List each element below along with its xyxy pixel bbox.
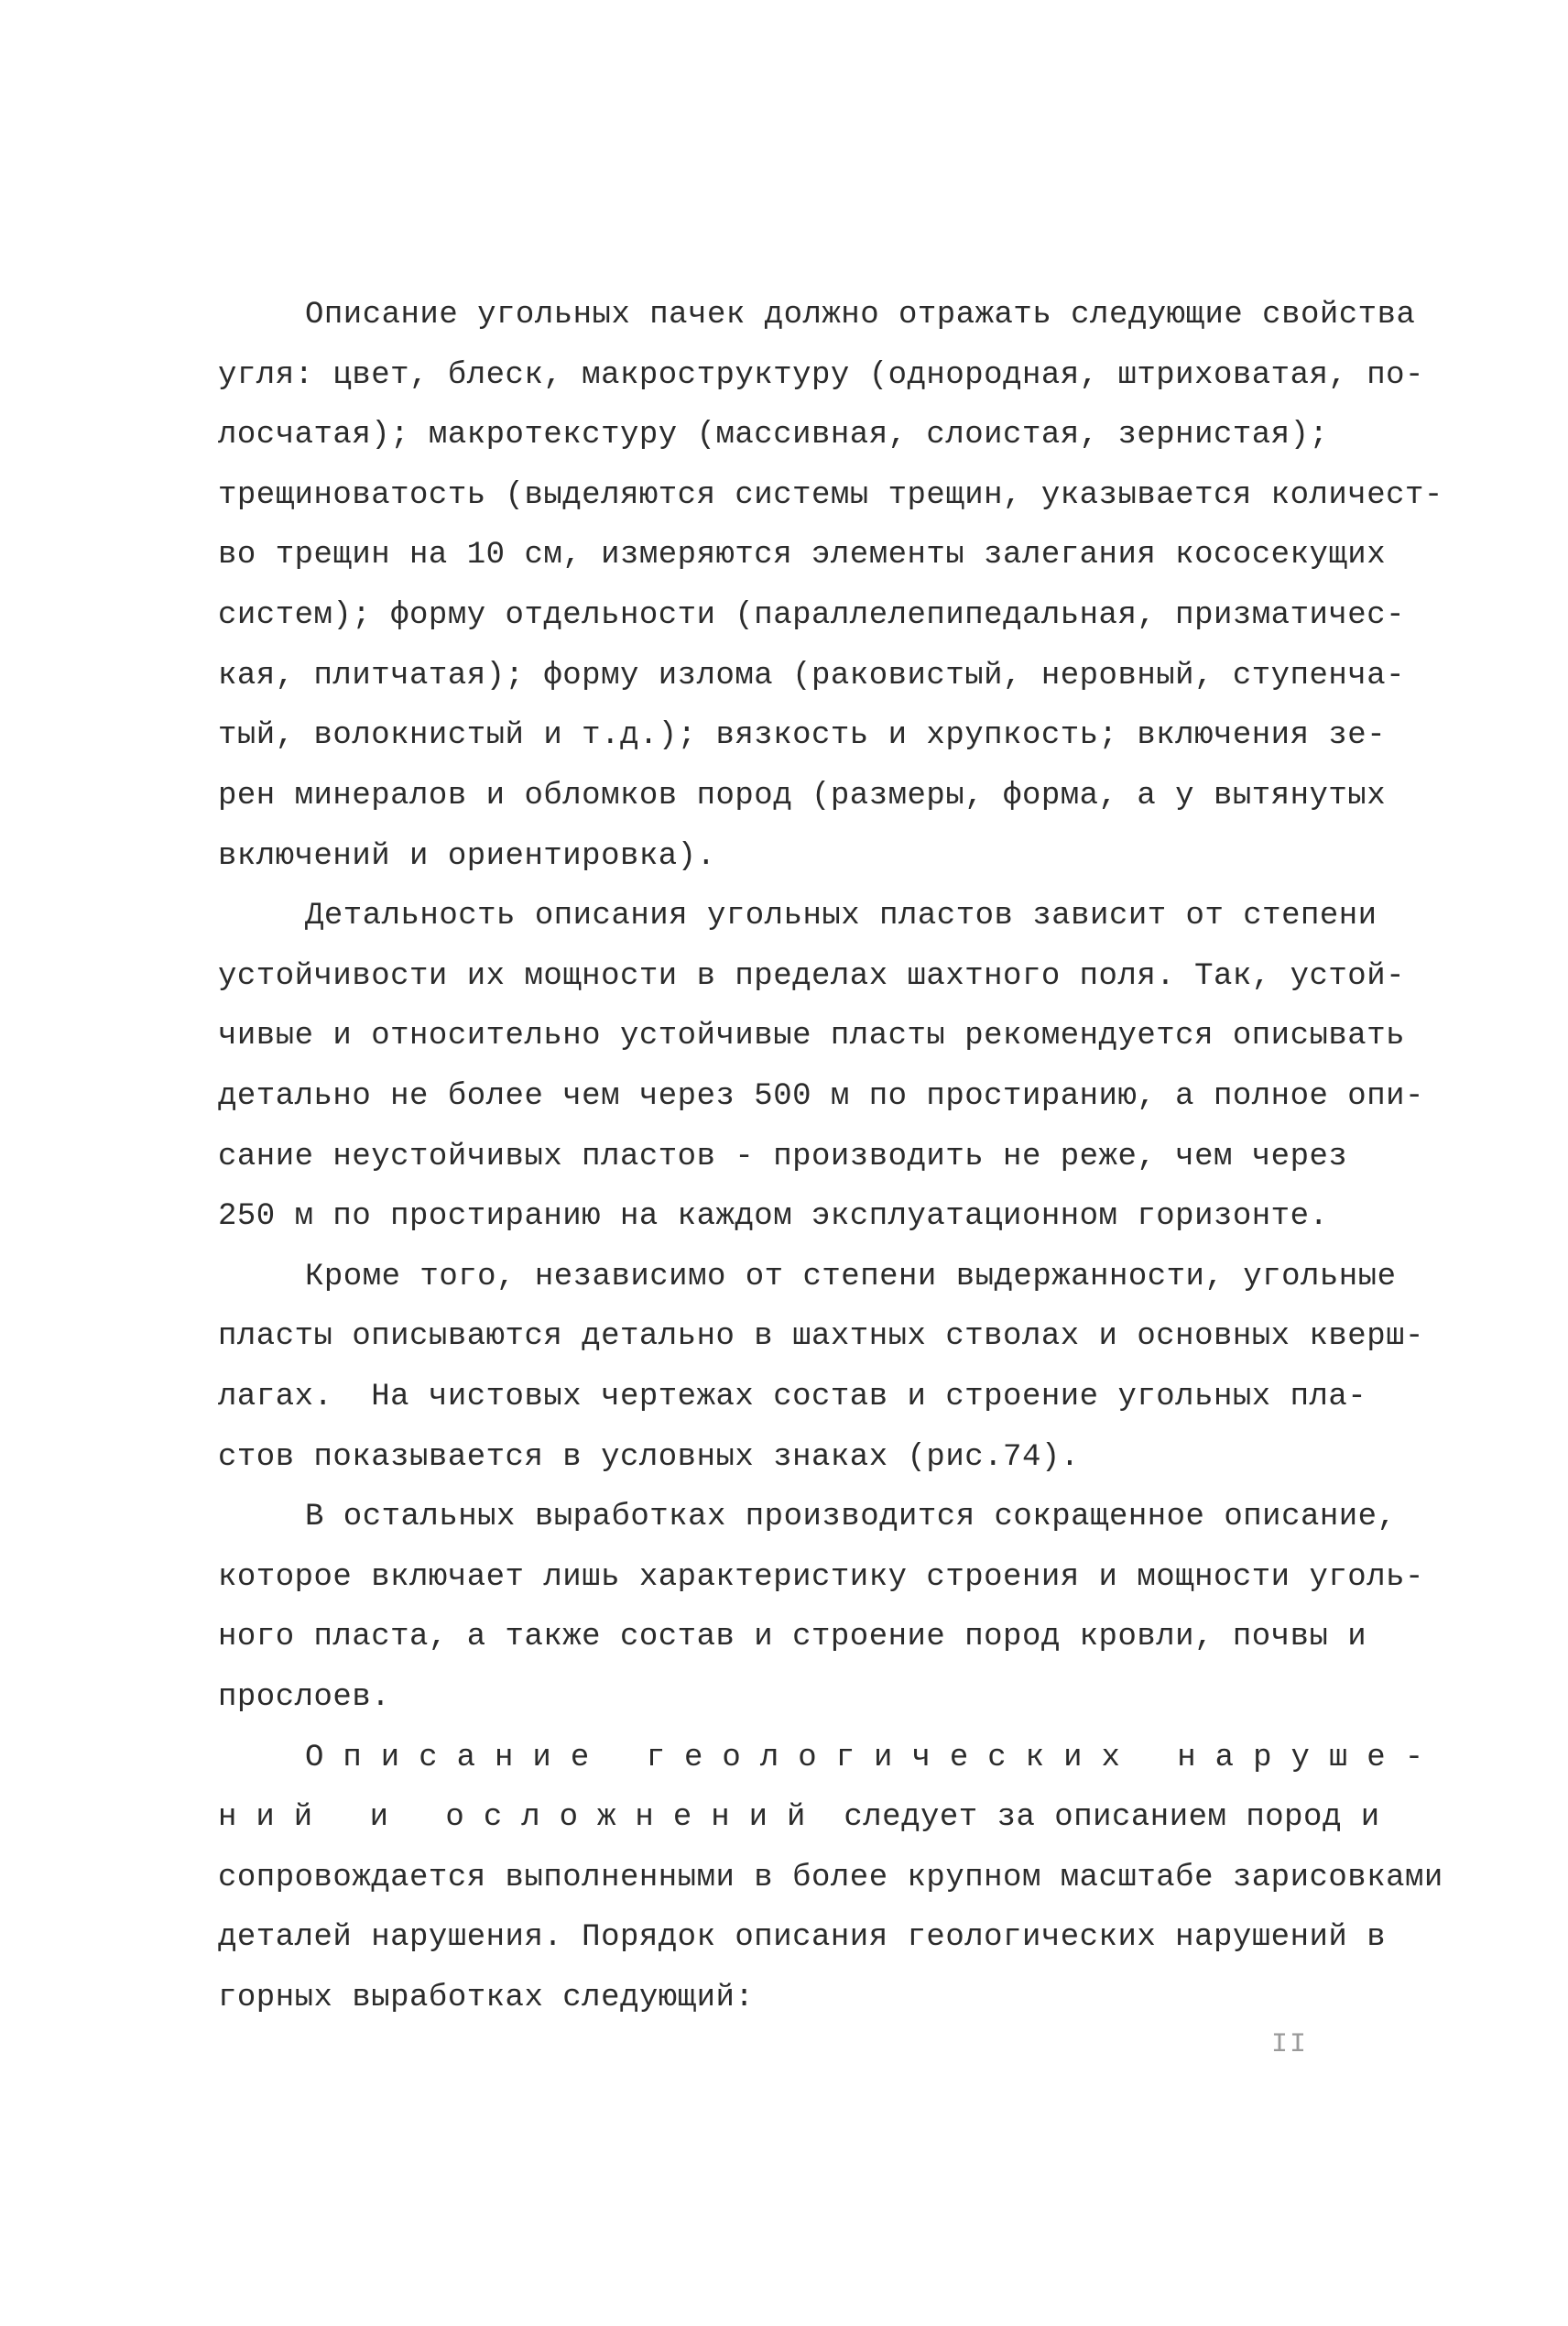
paragraph-5-line-3: горных выработках следующий:	[218, 1981, 755, 2015]
paragraph-2-line-2: устойчивости их мощности в пределах шахтного поля. Так, устой-	[218, 959, 1406, 994]
page-number: II	[1271, 2029, 1309, 2060]
paragraph-1-line-3: лосчатая); макротекстуру (массивная, слоистая, зернистая);	[218, 418, 1329, 453]
paragraph-2-line-1: Детальность описания угольных пластов зависит от степени	[305, 899, 1377, 934]
section-heading-line-1: Описание геологических наруше-	[305, 1741, 1443, 1775]
paragraph-3-line-4: стов показывается в условных знаках (рис.74).	[218, 1440, 1080, 1475]
paragraph-4-line-4: прослоев.	[218, 1680, 391, 1715]
paragraph-1-line-2: угля: цвет, блеск, макроструктуру (однородная, штриховатая, по-	[218, 358, 1424, 393]
paragraph-2-line-4: детально не более чем через 500 м по простиранию, а полное опи-	[218, 1079, 1424, 1114]
paragraph-5-line-1: сопровождается выполненными в более крупном масштабе зарисовками	[218, 1861, 1443, 1895]
paragraph-3-line-1: Кроме того, независимо от степени выдержанности, угольные	[305, 1260, 1397, 1294]
paragraph-4-line-3: ного пласта, а также состав и строение пород кровли, почвы и	[218, 1620, 1367, 1654]
paragraph-1-line-10: включений и ориентировка).	[218, 839, 716, 874]
paragraph-1-line-9: рен минералов и обломков пород (размеры, форма, а у вытянутых	[218, 779, 1387, 814]
paragraph-2-line-6: 250 м по простиранию на каждом эксплуатационном горизонте.	[218, 1199, 1329, 1234]
paragraph-4-line-1: В остальных выработках производится сокращенное описание,	[305, 1500, 1397, 1534]
section-heading-continuation: следует за описанием пород и	[824, 1800, 1380, 1835]
paragraph-1-line-6: систем); форму отдельности (параллелепипедальная, призматичес-	[218, 598, 1406, 633]
paragraph-1-line-7: кая, плитчатая); форму излома (раковистый, неровный, ступенча-	[218, 659, 1406, 693]
paragraph-3-line-2: пласты описываются детально в шахтных стволах и основных кверш-	[218, 1319, 1424, 1354]
paragraph-1-line-8: тый, волокнистый и т.д.); вязкость и хрупкость; включения зе-	[218, 718, 1387, 753]
paragraph-1-line-1: Описание угольных пачек должно отражать следующие свойства	[305, 298, 1416, 333]
section-heading-emphasis: ний и осложнений	[218, 1800, 825, 1835]
paragraph-4-line-2: которое включает лишь характеристику строения и мощности уголь-	[218, 1560, 1424, 1595]
paragraph-2-line-5: сание неустойчивых пластов - производить не реже, чем через	[218, 1140, 1348, 1174]
paragraph-1-line-5: во трещин на 10 см, измеряются элементы залегания кососекущих	[218, 538, 1387, 573]
paragraph-5-line-2: деталей нарушения. Порядок описания геологических нарушений в	[218, 1920, 1387, 1955]
section-heading-line-2	[218, 1799, 1380, 1836]
paragraph-2-line-3: чивые и относительно устойчивые пласты рекомендуется описывать	[218, 1019, 1406, 1054]
paragraph-3-line-3: лагах. На чистовых чертежах состав и строение угольных пла-	[218, 1380, 1367, 1414]
paragraph-1-line-4: трещиноватость (выделяются системы трещин, указывается количест-	[218, 478, 1443, 513]
